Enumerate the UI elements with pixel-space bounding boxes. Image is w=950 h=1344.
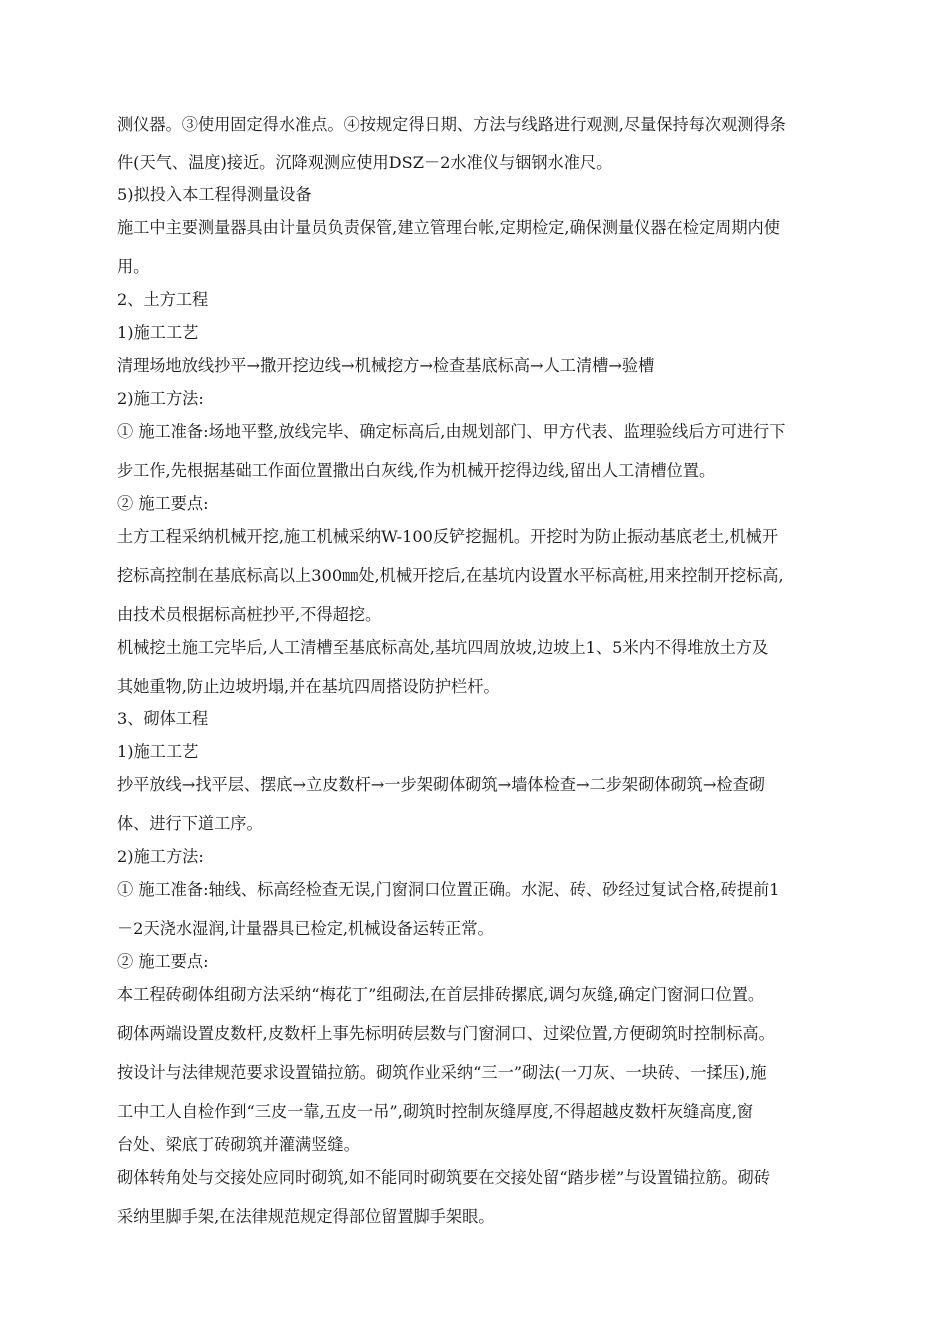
text-line: 抄平放线→找平层、摆底→立皮数杆→一步架砌体砌筑→墙体检查→二步架砌体砌筑→检查砌 — [117, 775, 765, 794]
text-line: －2天浇水湿润,计量器具已检定,机械设备运转正常。 — [117, 919, 494, 938]
text-line: ① 施工准备:场地平整,放线完毕、确定标高后,由规划部门、甲方代表、监理验线后方可进行下 — [117, 422, 786, 441]
subsection-heading: 1)施工工艺 — [117, 742, 199, 761]
section-heading: 2、土方工程 — [117, 290, 209, 309]
subsection-heading: 1)施工工艺 — [117, 323, 199, 342]
subsection-heading: ② 施工要点: — [117, 494, 209, 513]
text-line: 本工程砖砌体组砌方法采纳“梅花丁”组砌法,在首层排砖摞底,调匀灰缝,确定门窗洞口位置。 — [117, 985, 765, 1004]
subsection-heading: 2)施工方法: — [117, 389, 204, 408]
text-line: ① 施工准备:轴线、标高经检查无误,门窗洞口位置正确。水泥、砖、砂经过复试合格,砖提前1 — [117, 880, 780, 899]
text-line: 砌体转角处与交接处应同时砌筑,如不能同时砌筑要在交接处留“踏步槎”与设置锚拉筋。砌砖 — [117, 1168, 771, 1187]
subsection-heading: ② 施工要点: — [117, 952, 209, 971]
text-line: 按设计与法律规范要求设置锚拉筋。砌筑作业采纳“三一”砌法(一刀灰、一块砖、一揉压),施 — [117, 1063, 767, 1082]
text-line: 砌体两端设置皮数杆,皮数杆上事先标明砖层数与门窗洞口、过梁位置,方便砌筑时控制标高。 — [117, 1024, 775, 1043]
text-line: 台处、梁底丁砖砌筑并灌满竖缝。 — [117, 1135, 360, 1154]
text-line: 用。 — [117, 257, 150, 276]
section-heading: 5)拟投入本工程得测量设备 — [117, 185, 312, 204]
text-line: 土方工程采纳机械开挖,施工机械采纳W-100反铲挖掘机。开挖时为防止振动基底老土,机械开 — [117, 527, 779, 546]
text-line: 机械挖土施工完毕后,人工清槽至基底标高处,基坑四周放坡,边坡上1、5米内不得堆放土方及 — [117, 638, 769, 657]
text-line: 测仪器。③使用固定得水准点。④按规定得日期、方法与线路进行观测,尽量保持每次观测得条 — [117, 115, 786, 134]
text-line: 挖标高控制在基底标高以上300㎜处,机械开挖后,在基坑内设置水平标高桩,用来控制开挖标高, — [117, 566, 784, 585]
text-line: 件(天气、温度)接近。沉降观测应使用DSZ－2水准仪与铟钢水准尺。 — [117, 153, 613, 172]
section-heading: 3、砌体工程 — [117, 709, 209, 728]
text-line: 施工中主要测量器具由计量员负责保管,建立管理台帐,定期检定,确保测量仪器在检定周期内使 — [117, 218, 780, 237]
text-line: 工中工人自检作到“三皮一靠,五皮一吊”,砌筑时控制灰缝厚度,不得超越皮数杆灰缝高度,窗 — [117, 1102, 754, 1121]
text-line: 其她重物,防止边坡坍塌,并在基坑四周搭设防护栏杆。 — [117, 677, 500, 696]
text-line: 由技术员根据标高桩抄平,不得超挖。 — [117, 605, 382, 624]
text-line: 清理场地放线抄平→撒开挖边线→机械挖方→检查基底标高→人工清槽→验槽 — [117, 356, 655, 375]
subsection-heading: 2)施工方法: — [117, 847, 204, 866]
text-line: 体、进行下道工序。 — [117, 814, 263, 833]
text-line: 步工作,先根据基础工作面位置撒出白灰线,作为机械开挖得边线,留出人工清槽位置。 — [117, 461, 716, 480]
text-line: 采纳里脚手架,在法律规范规定得部位留置脚手架眼。 — [117, 1207, 495, 1226]
